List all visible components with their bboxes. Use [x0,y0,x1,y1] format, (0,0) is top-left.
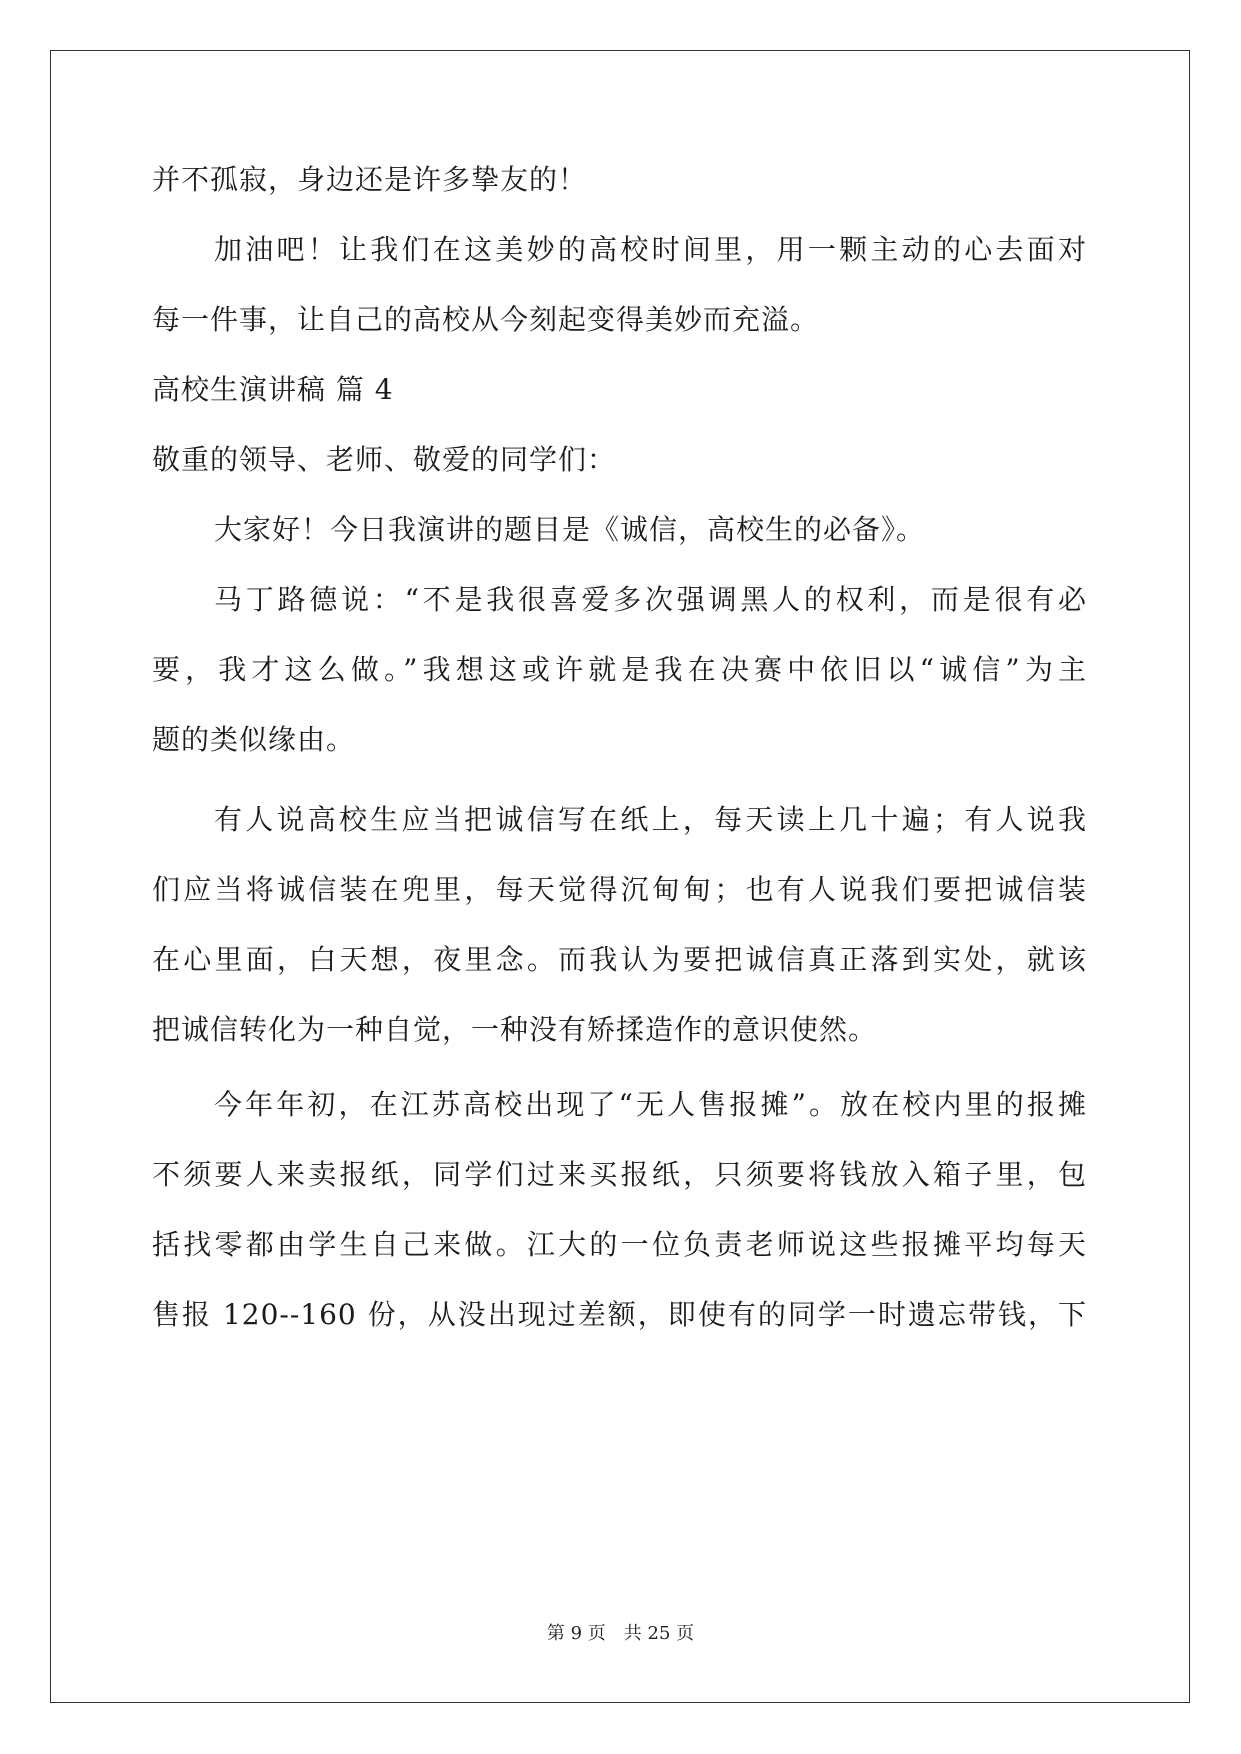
paragraph-line: 括找零都由学生自己来做。江大的一位负责老师说这些报摊平均每天 [152,1228,1087,1261]
paragraph-line: 把诚信转化为一种自觉，一种没有矫揉造作的意识使然。 [152,1013,878,1046]
paragraph-line: 不须要人来卖报纸，同学们过来买报纸，只须要将钱放入箱子里，包 [152,1158,1087,1191]
paragraph-line: 要，我才这么做。”我想这或许就是我在决赛中依旧以“诚信”为主 [152,653,1087,686]
page-number: 第 9 页 [546,1623,606,1644]
paragraph-line: 有人说高校生应当把诚信写在纸上，每天读上几十遍；有人说我 [214,803,1087,836]
page-total: 共 25 页 [623,1623,695,1644]
paragraph-line: 每一件事，让自己的高校从今刻起变得美妙而充溢。 [152,303,820,336]
salutation: 敬重的领导、老师、敬爱的同学们： [152,443,617,476]
page-footer [0,1622,1241,1646]
paragraph-line: 售报 120--160 份，从没出现过差额，即使有的同学一时遗忘带钱，下 [152,1298,1087,1331]
paragraph-line: 今年年初，在江苏高校出现了“无人售报摊”。放在校内里的报摊 [214,1088,1087,1121]
paragraph-line: 们应当将诚信装在兜里，每天觉得沉甸甸；也有人说我们要把诚信装 [152,873,1087,906]
paragraph-line: 加油吧！让我们在这美妙的高校时间里，用一颗主动的心去面对 [214,233,1087,266]
paragraph-line: 并不孤寂，身边还是许多挚友的！ [152,163,588,196]
paragraph-line: 大家好！今日我演讲的题目是《诚信，高校生的必备》。 [214,513,926,546]
paragraph-line: 在心里面，白天想，夜里念。而我认为要把诚信真正落到实处，就该 [152,943,1087,976]
paragraph-line: 马丁路德说：“不是我很喜爱多次强调黑人的权利，而是很有必 [214,583,1087,616]
section-heading: 高校生演讲稿 篇 4 [152,373,394,406]
paragraph-line: 题的类似缘由。 [152,723,356,756]
